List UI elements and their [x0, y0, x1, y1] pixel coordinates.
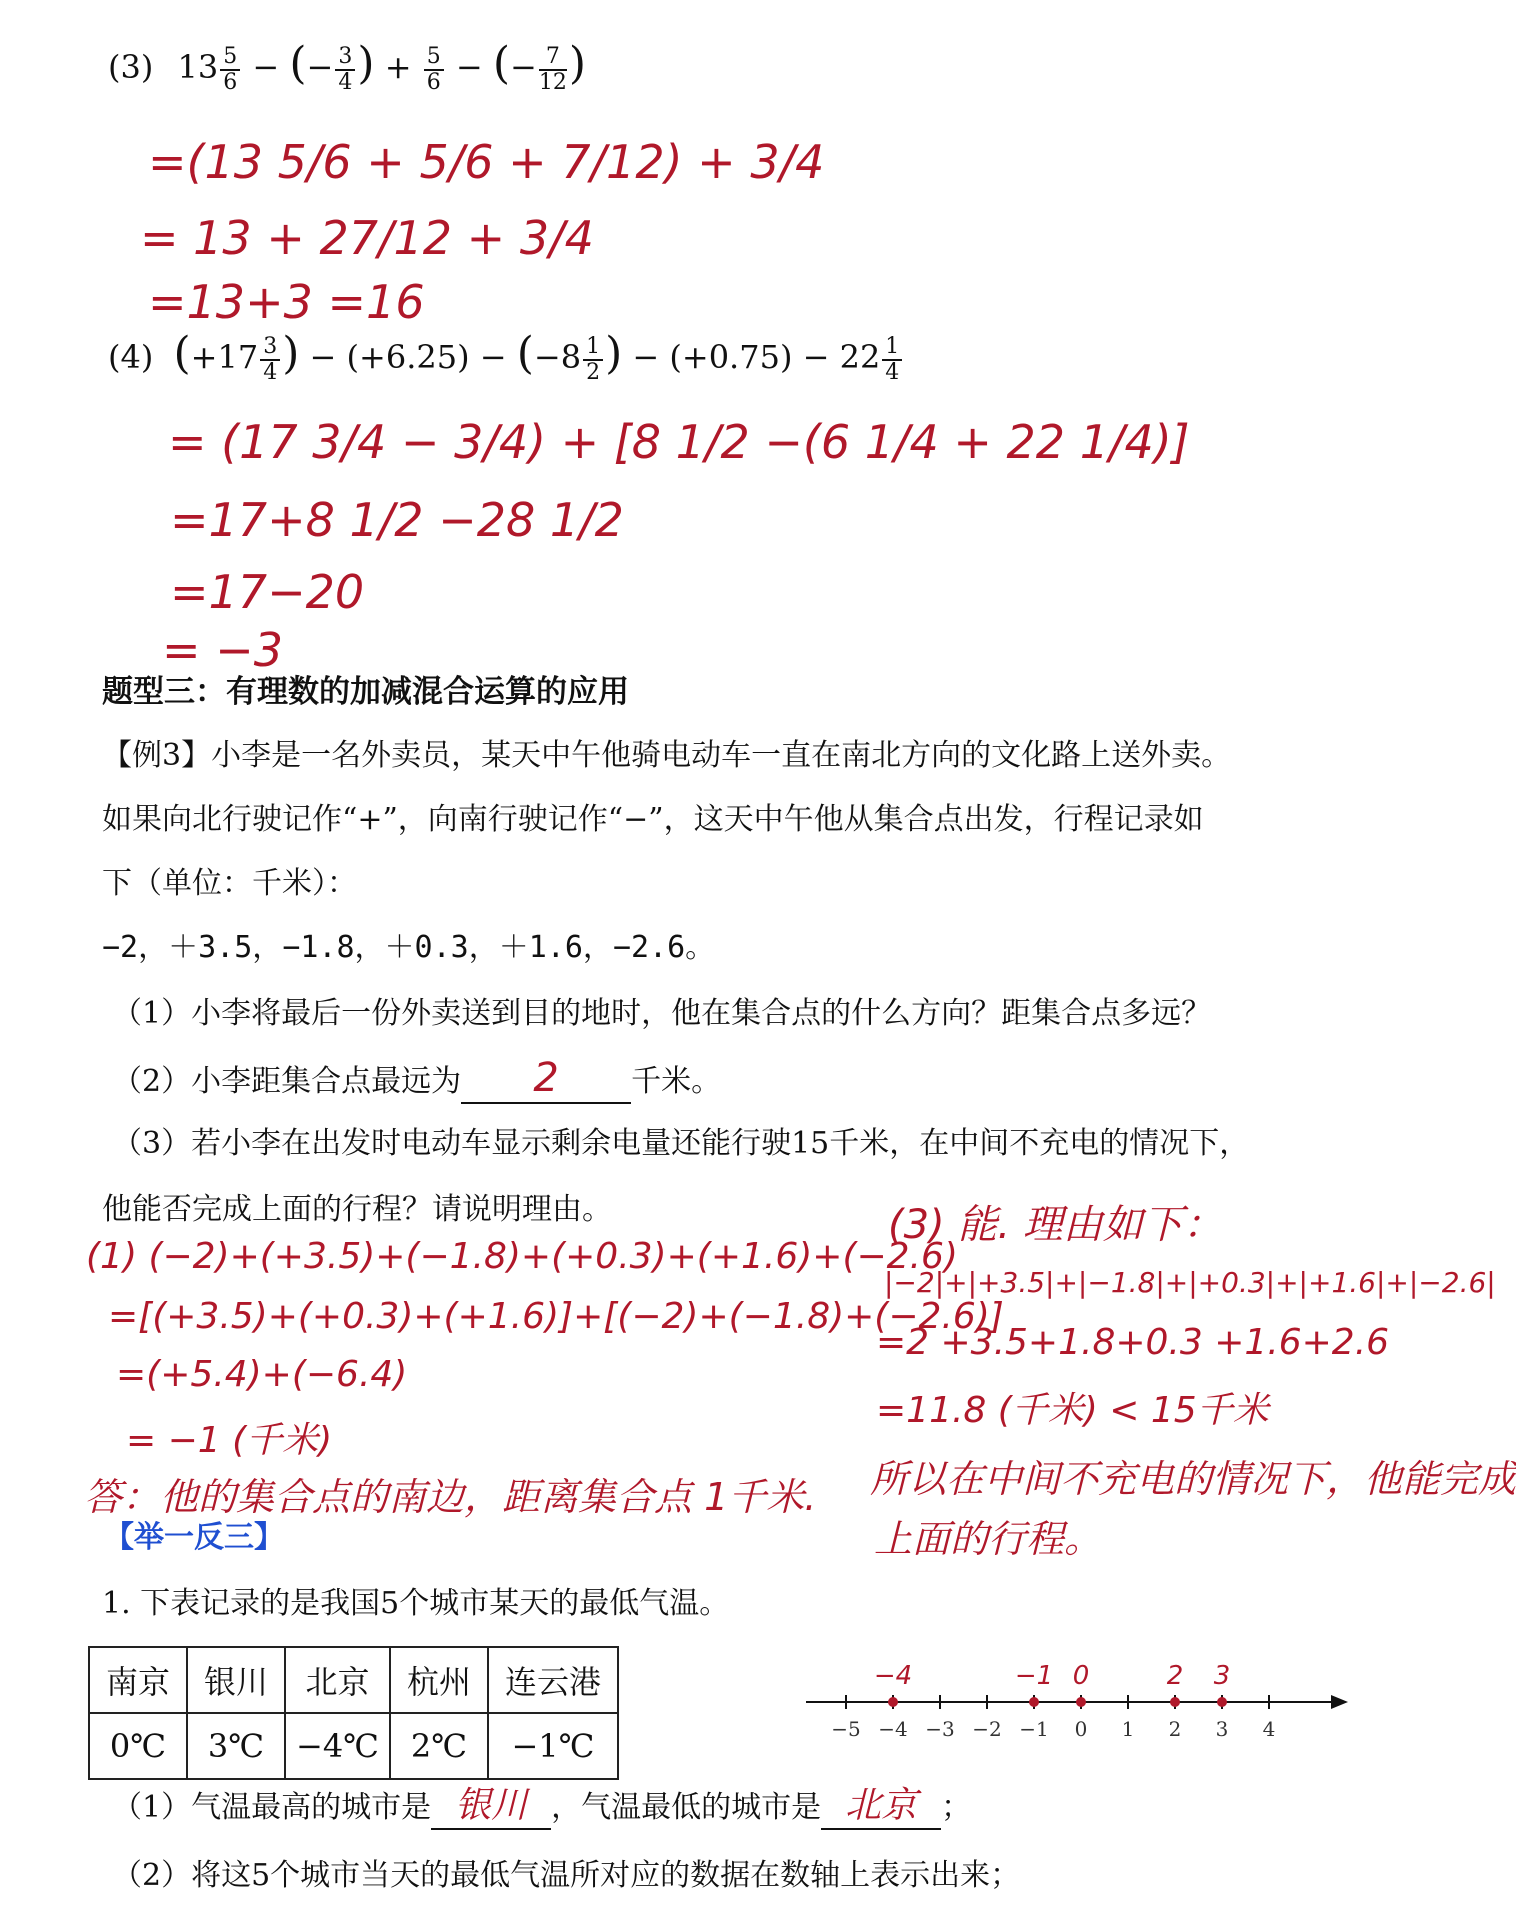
handwritten-step: = 13 + 27/12 + 3/4 [140, 211, 594, 265]
table-row [89, 1647, 618, 1713]
fraction: $\frac{7}{12}$ [538, 43, 567, 95]
table-cell: 2℃ [390, 1713, 488, 1779]
table-cell: 0℃ [89, 1713, 187, 1779]
trip-record: −2，＋3.5，−1.8，＋0.3，＋1.6，−2.6。 [102, 930, 716, 965]
plotted-point [888, 1697, 898, 1707]
answer-blank [821, 1786, 941, 1830]
example-3-line: 如果向北行驶记作“+”，向南行驶记作“−”，这天中午他从集合点出发，行程记录如 [102, 802, 1204, 837]
plotted-point-label: 0 [1072, 1661, 1090, 1691]
handwritten-step: =11.8 (千米) < 15千米 [876, 1390, 1269, 1431]
problem-4-number: (4) [108, 338, 154, 376]
handwritten-step: 所以在中间不充电的情况下，他能完成 [870, 1457, 1516, 1501]
fraction: $\frac{1}{2}$ [583, 335, 603, 385]
plotted-point-label: 3 [1213, 1661, 1231, 1691]
handwritten-step: 上面的行程。 [874, 1517, 1103, 1561]
problem-3-whole: 13 [177, 48, 219, 86]
handwritten-step: =13+3 =16 [148, 275, 425, 329]
answer-blank [431, 1786, 551, 1830]
fraction: $\frac{5}{6}$ [424, 45, 444, 95]
tick-label: 0 [1074, 1717, 1088, 1741]
example-3-sub3: 他能否完成上面的行程？请说明理由。 [102, 1192, 612, 1227]
number-line [796, 1640, 1356, 1780]
tick-label: 1 [1121, 1717, 1135, 1741]
section-title: 题型三：有理数的加减混合运算的应用 [102, 674, 629, 710]
tick-label: −3 [925, 1717, 955, 1741]
handwritten-step: =17+8 1/2 −28 1/2 [170, 493, 624, 547]
tick-label: 2 [1168, 1717, 1182, 1741]
example-3-line: 下（单位：千米）： [102, 866, 357, 901]
tick-label: −4 [878, 1717, 908, 1741]
table-cell: −4℃ [285, 1713, 390, 1779]
handwritten-step: = (17 3/4 − 3/4) + [8 1/2 −(6 1/4 + 22 1/4)] [168, 415, 1190, 469]
handwritten-answer: 北京 [845, 1785, 918, 1826]
answer-blank [461, 1055, 631, 1104]
handwritten-step: (1) (−2)+(+3.5)+(−1.8)+(+0.3)+(+1.6)+(−2.6) [86, 1236, 958, 1277]
plotted-point [1170, 1697, 1180, 1707]
practice-sub2: （2）将这5个城市当天的最低气温所对应的数据在数轴上表示出来； [112, 1858, 1021, 1893]
example-3-line: 【例3】小李是一名外卖员，某天中午他骑电动车一直在南北方向的文化路上送外卖。 [102, 738, 1232, 773]
handwritten-answer: 答：他的集合点的南边，距离集合点 1千米. [84, 1475, 817, 1519]
table-row [89, 1713, 618, 1779]
table-cell: 连云港 [488, 1647, 618, 1713]
tick-label: −2 [972, 1717, 1002, 1741]
practice-question: 1. 下表记录的是我国5个城市某天的最低气温。 [102, 1586, 730, 1621]
fraction: $\frac{5}{6}$ [220, 45, 240, 95]
handwritten-step: (3) 能. 理由如下： [888, 1202, 1223, 1248]
fraction: $\frac{1}{4}$ [882, 335, 902, 385]
practice-sub1: （1）气温最高的城市是 银川 ，气温最低的城市是 北京 ； [112, 1786, 971, 1830]
table-cell: −1℃ [488, 1713, 618, 1779]
handwritten-step: = −3 [162, 623, 283, 677]
handwritten-step: =17−20 [170, 565, 365, 619]
table-cell: 3℃ [187, 1713, 285, 1779]
plotted-point [1217, 1697, 1227, 1707]
example-3-sub3: （3）若小李在出发时电动车显示剩余电量还能行驶15千米，在中间不充电的情况下， [112, 1126, 1250, 1161]
tick-label: 3 [1215, 1717, 1229, 1741]
problem-3-number: (3) [108, 48, 154, 86]
plotted-point-label: −1 [1014, 1661, 1054, 1691]
fraction: $\frac{3}{4}$ [260, 335, 280, 385]
plotted-point [1076, 1697, 1086, 1707]
example-3-sub1: （1）小李将最后一份外卖送到目的地时，他在集合点的什么方向？距集合点多远？ [112, 996, 1212, 1031]
problem-3: (3) 13 $\frac{5}{6}$ − (− $\frac{3}{4}$ ) + $\frac{5}{6}$ − (− $\frac{7}{12}$ ) [108, 38, 586, 95]
table-cell: 银川 [187, 1647, 285, 1713]
handwritten-step: |−2|+|+3.5|+|−1.8|+|+0.3|+|+1.6|+|−2.6| [884, 1266, 1496, 1299]
handwritten-step: =(+5.4)+(−6.4) [116, 1354, 408, 1395]
temperature-table [88, 1646, 619, 1780]
plotted-point-label: 2 [1166, 1661, 1184, 1691]
handwritten-step: =(13 5/6 + 5/6 + 7/12) + 3/4 [148, 135, 825, 189]
practice-label: 【举一反三】 [104, 1520, 284, 1555]
example-label: 【例3】 [102, 738, 212, 773]
table-cell: 北京 [285, 1647, 390, 1713]
tick-label: −5 [831, 1717, 861, 1741]
handwritten-answer: 2 [533, 1055, 559, 1101]
plotted-point [1029, 1697, 1039, 1707]
handwritten-step: =2 +3.5+1.8+0.3 +1.6+2.6 [876, 1322, 1390, 1363]
plotted-point-label: −4 [873, 1661, 913, 1691]
handwritten-step: = −1 (千米) [126, 1420, 333, 1461]
handwritten-answer: 银川 [455, 1785, 528, 1826]
handwritten-step: =[(+3.5)+(+0.3)+(+1.6)]+[(−2)+(−1.8)+(−2.6)] [108, 1296, 1004, 1337]
fraction: $\frac{3}{4}$ [335, 45, 355, 95]
example-3-sub2: （2）小李距集合点最远为 2 千米。 [112, 1058, 721, 1104]
table-cell: 杭州 [390, 1647, 488, 1713]
tick-label: −1 [1019, 1717, 1049, 1741]
axis-arrow [1331, 1695, 1348, 1709]
table-cell: 南京 [89, 1647, 187, 1713]
problem-4: (4) (+17 $\frac{3}{4}$ ) − (+6.25) − (−8 $\frac{1}{2}$ ) − (+0.75) − 22 $\frac{1}{4}$ [108, 334, 904, 385]
tick-label: 4 [1262, 1717, 1276, 1741]
